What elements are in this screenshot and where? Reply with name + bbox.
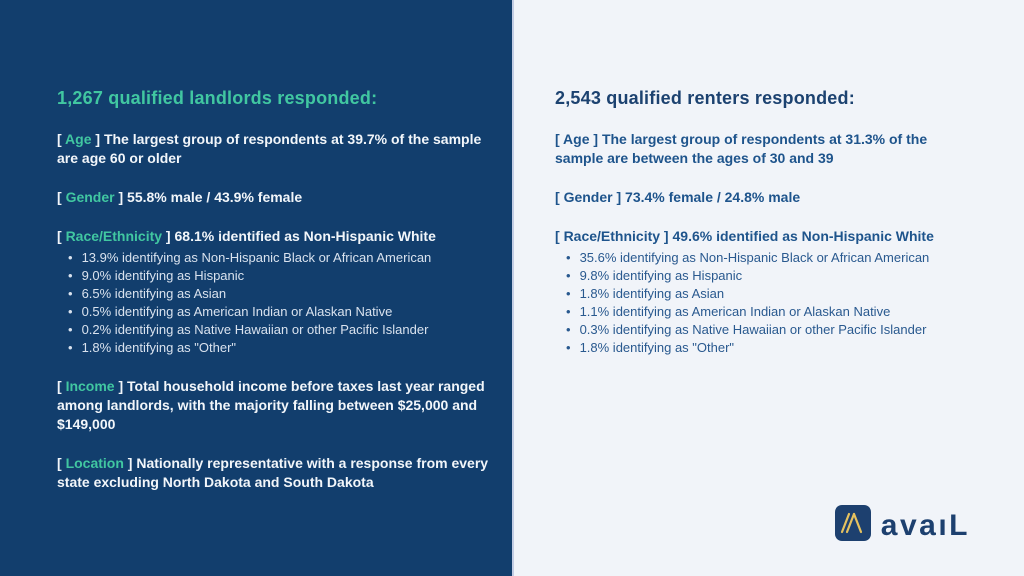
section-text: Nationally representative with a response from every state excluding North Dakota and South Dakota — [57, 455, 489, 490]
bracket-close: ] — [91, 131, 104, 147]
section-age — [57, 130, 493, 168]
landlords-heading: 1,267 qualified landlords responded: — [57, 88, 378, 108]
bullet-list — [555, 249, 951, 357]
bullet-list — [57, 249, 493, 357]
section-label: Age — [65, 131, 92, 147]
bracket-close: ] — [589, 131, 602, 147]
bullet-item: • 1.8% identifying as "Other" — [566, 339, 951, 357]
bracket-open: [ — [555, 228, 564, 244]
section-race-ethnicity — [555, 227, 951, 357]
renters-panel — [512, 0, 1024, 576]
section-label: Income — [65, 378, 115, 394]
bracket-close: ] — [114, 378, 128, 394]
section-text: 55.8% male / 43.9% female — [127, 189, 303, 205]
renters-heading: 2,543 qualified renters responded: — [555, 88, 855, 108]
avail-mountain-icon — [835, 505, 871, 546]
section-label: Age — [563, 131, 590, 147]
bullet-item: • 9.8% identifying as Hispanic — [566, 267, 951, 285]
section-gender — [57, 188, 493, 207]
bracket-close: ] — [114, 189, 128, 205]
bracket-open: [ — [57, 378, 66, 394]
section-label: Race/Ethnicity — [563, 228, 661, 244]
bullet-item: • 35.6% identifying as Non-Hispanic Black or African American — [566, 249, 951, 267]
bullet-item: • 13.9% identifying as Non-Hispanic Black or African American — [68, 249, 493, 267]
section-location — [57, 454, 493, 492]
bracket-close: ] — [123, 455, 137, 471]
avail-logo — [835, 505, 970, 546]
section-age — [555, 130, 951, 168]
section-text: Total household income before taxes last year ranged among landlords, with the majority falling between $25,000 and $149,000 — [57, 378, 485, 432]
bullet-item: • 6.5% identifying as Asian — [68, 285, 493, 303]
section-label: Gender — [65, 189, 115, 205]
bracket-open: [ — [57, 189, 66, 205]
bullet-item: • 1.1% identifying as American Indian or Alaskan Native — [566, 303, 951, 321]
bracket-open: [ — [57, 131, 66, 147]
section-text: 68.1% identified as Non-Hispanic White — [174, 228, 436, 244]
bracket-close: ] — [612, 189, 626, 205]
bullet-item: • 0.5% identifying as American Indian or Alaskan Native — [68, 303, 493, 321]
section-text: 49.6% identified as Non-Hispanic White — [672, 228, 934, 244]
section-label: Race/Ethnicity — [65, 228, 163, 244]
bullet-item: • 9.0% identifying as Hispanic — [68, 267, 493, 285]
section-text: The largest group of respondents at 31.3% of the sample are between the ages of 30 and 39 — [555, 131, 928, 166]
bullet-item: • 0.3% identifying as Native Hawaiian or other Pacific Islander — [566, 321, 951, 339]
bullet-item: • 0.2% identifying as Native Hawaiian or other Pacific Islander — [68, 321, 493, 339]
section-income — [57, 377, 493, 434]
section-label: Location — [65, 455, 124, 471]
bullet-item: • 1.8% identifying as Asian — [566, 285, 951, 303]
bracket-open: [ — [57, 228, 66, 244]
bracket-open: [ — [57, 455, 66, 471]
section-gender — [555, 188, 951, 207]
bullet-item: • 1.8% identifying as "Other" — [68, 339, 493, 357]
avail-wordmark: avaıL — [880, 508, 970, 542]
section-race-ethnicity — [57, 227, 493, 357]
section-label: Gender — [563, 189, 613, 205]
bracket-close: ] — [162, 228, 175, 244]
bracket-close: ] — [660, 228, 673, 244]
bracket-open: [ — [555, 131, 564, 147]
bracket-open: [ — [555, 189, 564, 205]
section-text: The largest group of respondents at 39.7% of the sample are age 60 or older — [57, 131, 482, 166]
section-text: 73.4% female / 24.8% male — [625, 189, 801, 205]
